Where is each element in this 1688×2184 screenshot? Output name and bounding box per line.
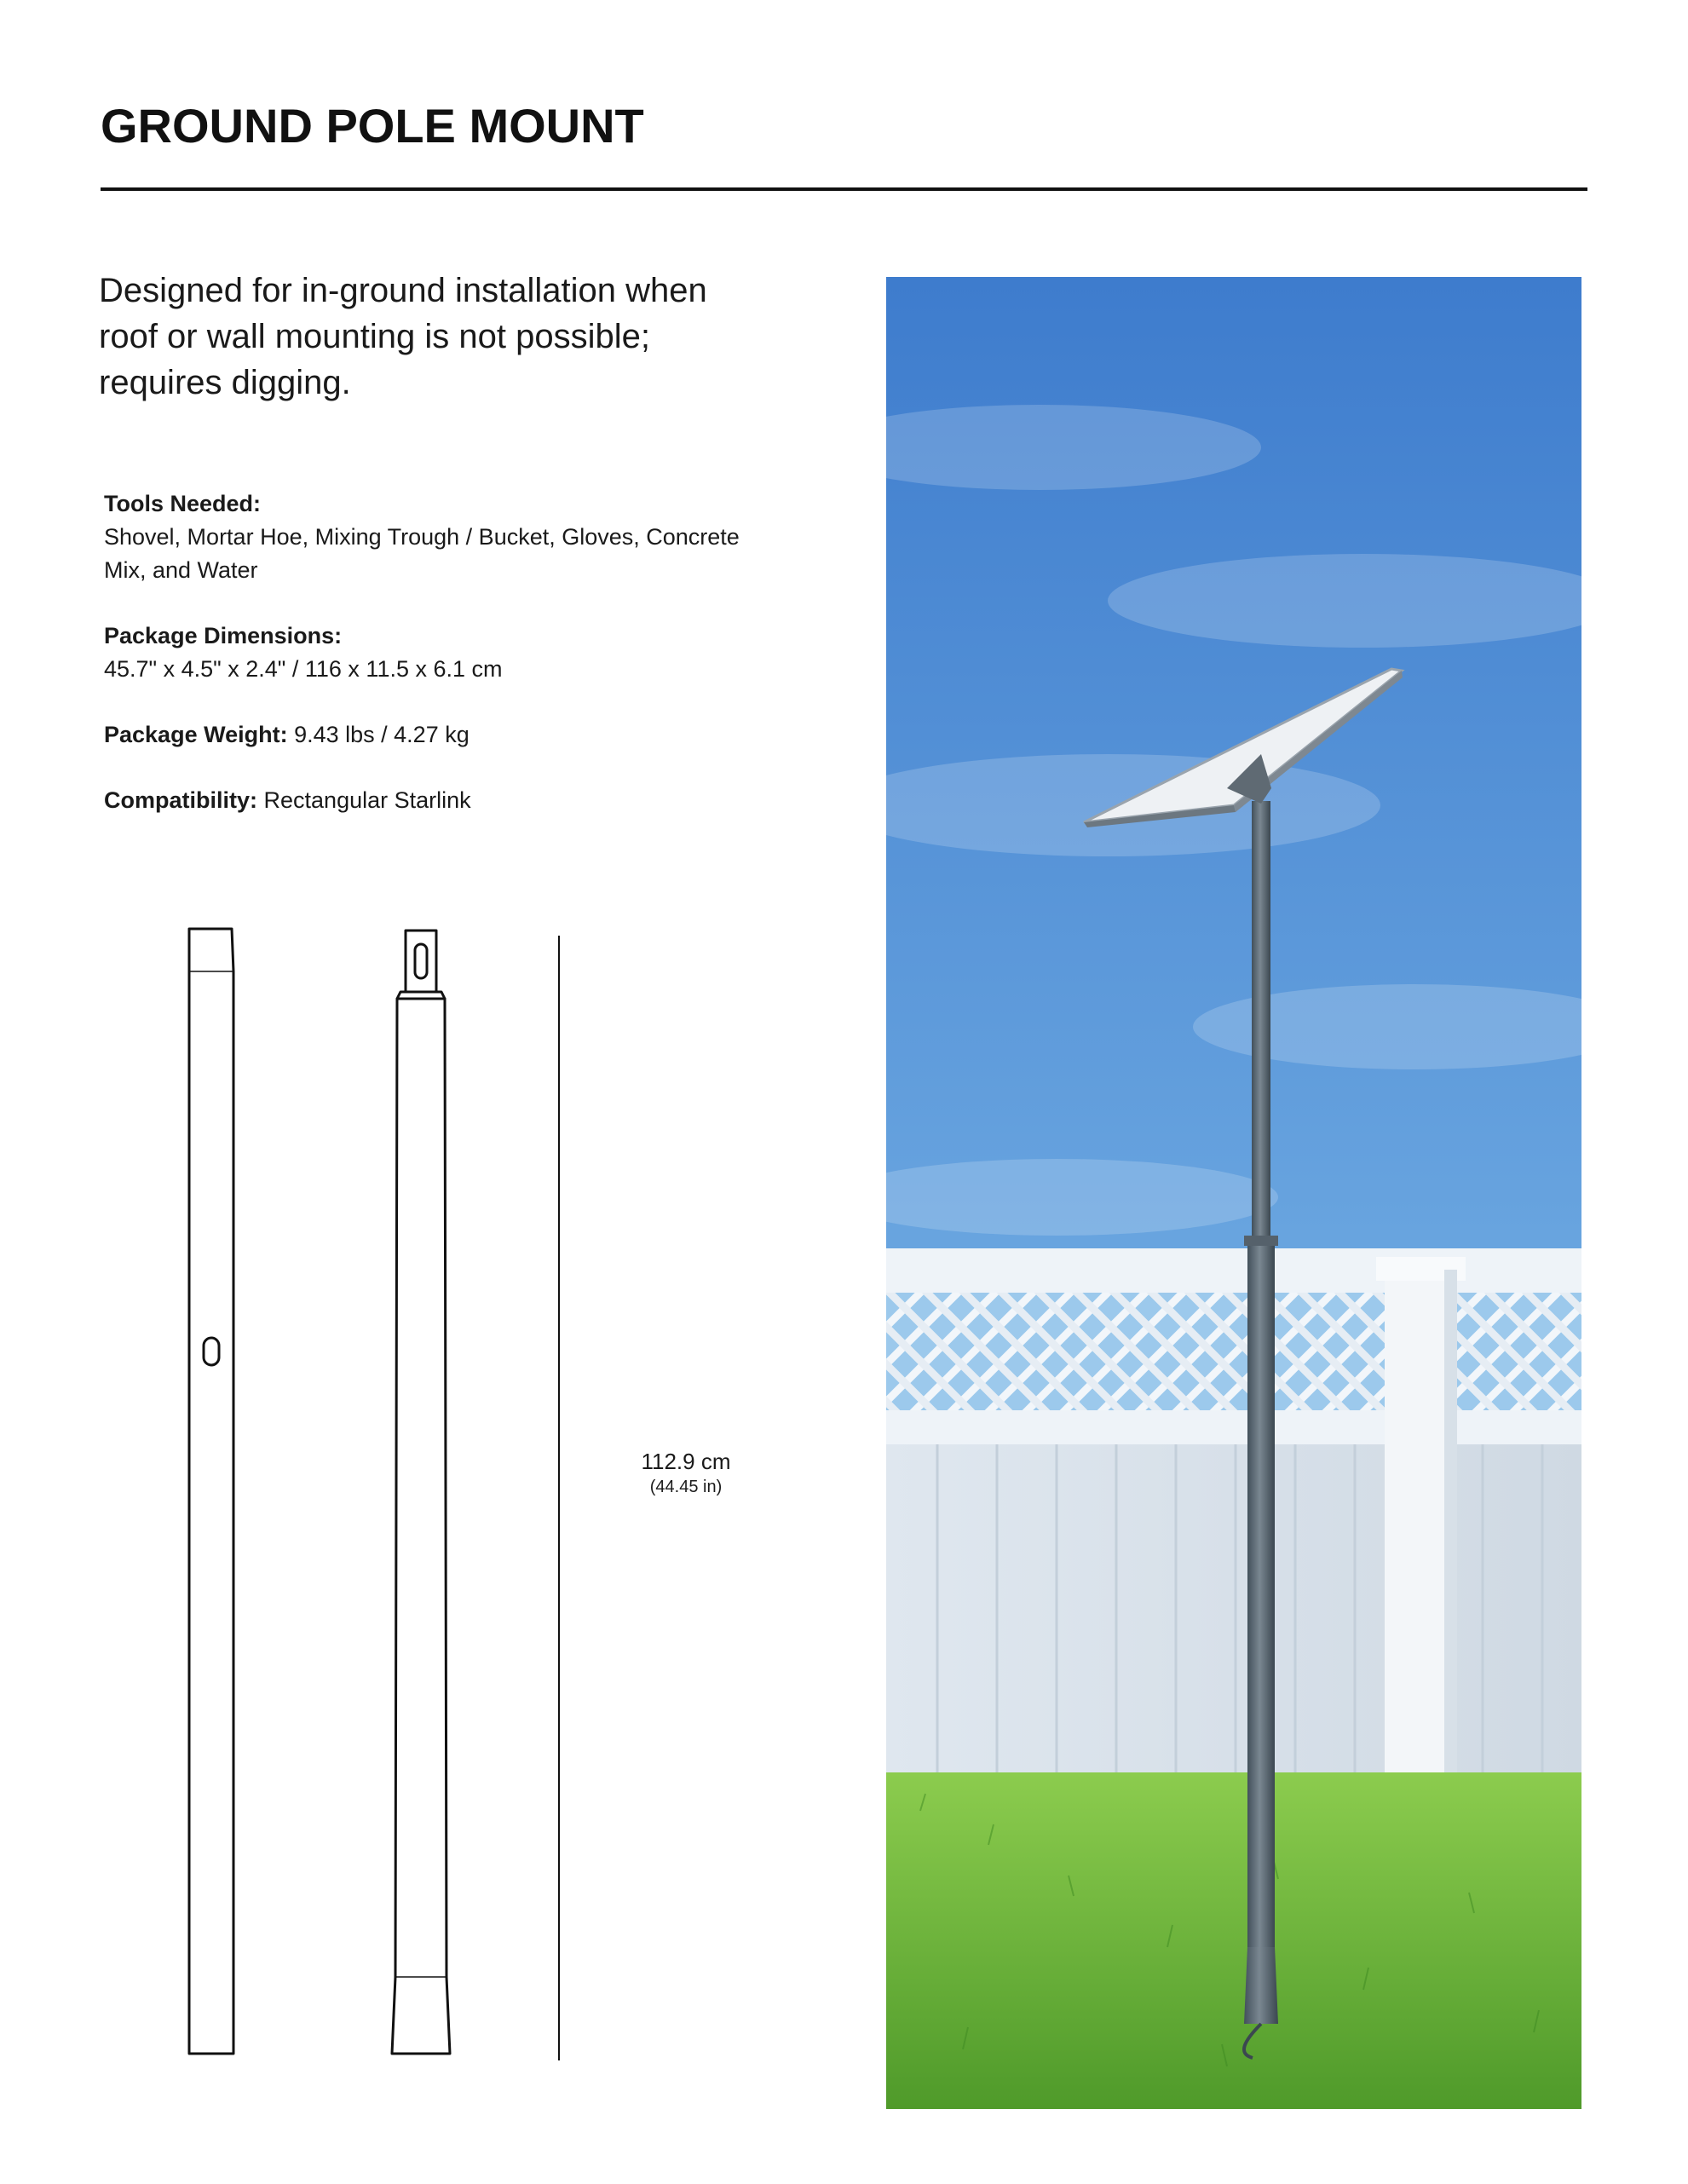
- spec-dimensions-label: Package Dimensions:: [104, 623, 343, 648]
- pole-section-left: [189, 929, 233, 2054]
- spec-package-weight: [104, 718, 769, 752]
- product-photo: [886, 277, 1581, 2109]
- spec-tools-label: Tools Needed:: [104, 491, 262, 516]
- spec-compatibility-label: Compatibility:: [104, 787, 257, 813]
- page-title: GROUND POLE MOUNT: [101, 99, 644, 153]
- fence: [886, 1248, 1581, 1789]
- pole-section-left-slot: [204, 1338, 219, 1365]
- pole-line-drawing: [170, 920, 614, 2062]
- spec-compatibility: [104, 784, 769, 817]
- intro-text: Designed for in-ground installation when roof or wall mounting is not possible; requires digging.: [99, 272, 707, 401]
- spec-package-dimensions: [104, 619, 769, 686]
- length-dimension-label: [596, 1447, 775, 1498]
- spec-tools-value: Shovel, Mortar Hoe, Mixing Trough / Bucket, Gloves, Concrete Mix, and Water: [104, 524, 740, 583]
- length-cm: 112.9 cm: [641, 1449, 731, 1474]
- length-in: (44.45 in): [649, 1478, 723, 1496]
- spec-weight-value: 9.43 lbs / 4.27 kg: [294, 722, 470, 747]
- pole-section-right: [392, 999, 450, 2054]
- spec-compatibility-value: Rectangular Starlink: [263, 787, 471, 813]
- grass: [886, 1772, 1581, 2109]
- title-divider: [101, 187, 1587, 191]
- spec-weight-label: Package Weight:: [104, 722, 288, 747]
- spec-dimensions-value: 45.7" x 4.5" x 2.4" / 116 x 11.5 x 6.1 cm: [104, 656, 503, 682]
- spec-tools-needed: [104, 487, 769, 587]
- pole-section-right-top: [406, 931, 436, 992]
- pole-section-right-slot: [415, 944, 427, 978]
